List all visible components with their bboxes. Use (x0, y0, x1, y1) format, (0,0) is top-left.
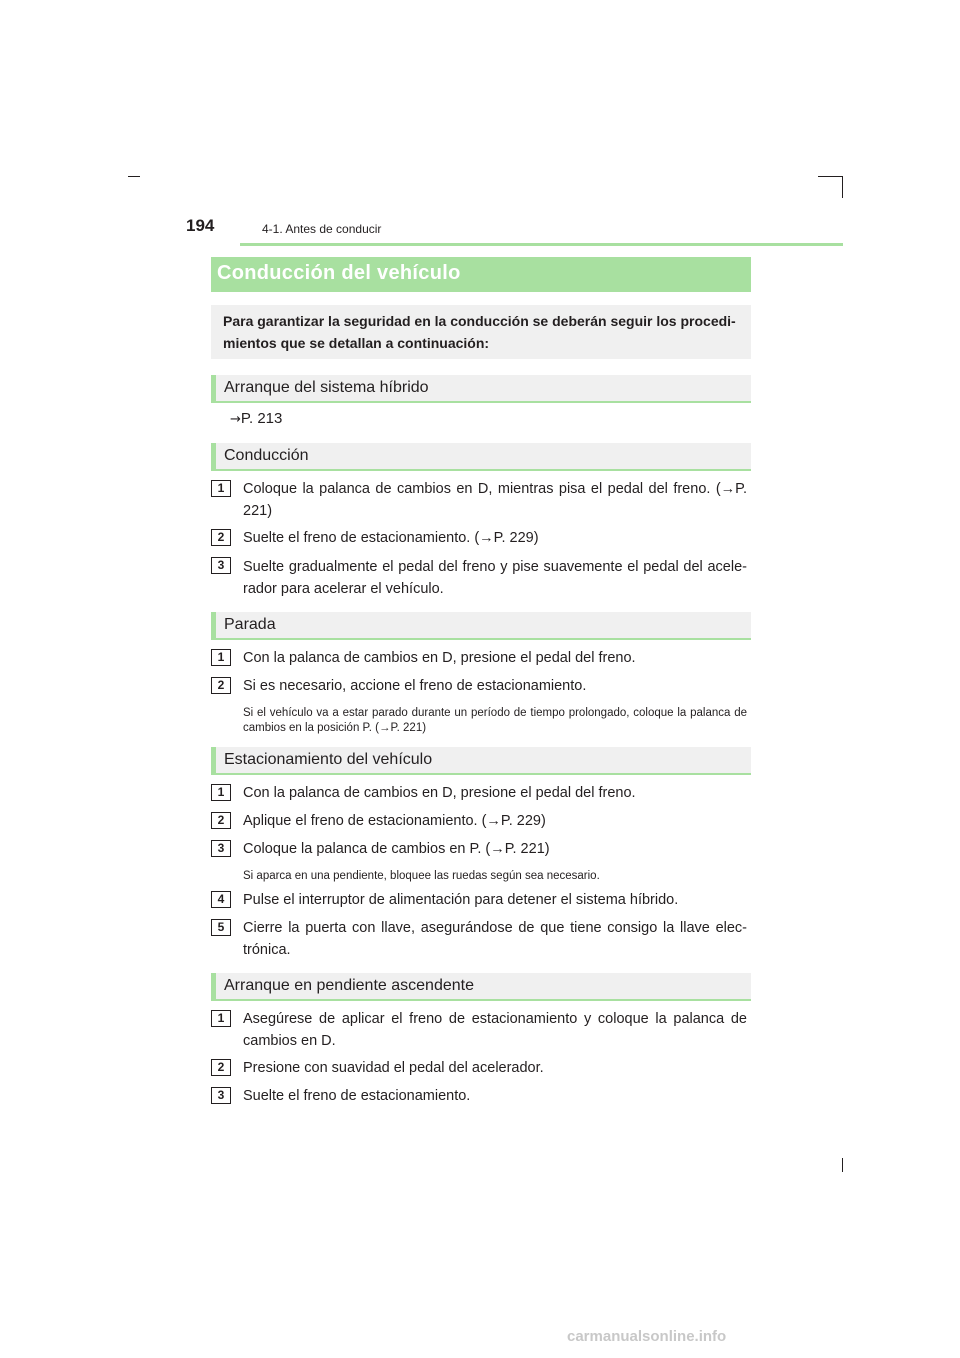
step-text: Coloque la palanca de cambios en D, mientras pisa el pedal del freno. (→P. 221) (243, 481, 747, 519)
crop-mark (842, 1158, 843, 1172)
step-text: Suelte el freno de estacionamiento. (→P. 229) (243, 530, 539, 546)
section-heading-arranque: Arranque del sistema híbrido (211, 375, 751, 403)
reference-link[interactable]: P. 213 (240, 410, 283, 427)
arrow-icon: → (230, 412, 241, 427)
section-heading-estacionamiento: Estacionamiento del vehículo (211, 747, 751, 775)
step-text: Suelte el freno de estacionamiento. (243, 1088, 471, 1104)
step-text: Aplique el freno de estacionamiento. (→P. 229) (243, 813, 546, 829)
step-number: 2 (211, 1059, 231, 1076)
step-number: 2 (211, 529, 231, 546)
watermark: carmanualsonline.info (567, 1328, 727, 1345)
running-header: 4-1. Antes de conducir (262, 222, 382, 236)
crop-mark (842, 176, 843, 198)
crop-mark (128, 176, 140, 177)
step-text: Presione con suavidad el pedal del acelerador. (243, 1060, 544, 1076)
step-text: Pulse el interruptor de alimentación para detener el sistema híbrido. (243, 892, 679, 908)
page-reference (230, 410, 282, 427)
step-number: 1 (211, 480, 231, 497)
crop-mark (818, 176, 842, 177)
page-title: Conducción del vehículo (217, 262, 461, 284)
section-heading-parada: Parada (211, 612, 751, 640)
section-heading-conduccion: Conducción (211, 443, 751, 471)
step-text: Con la palanca de cambios en D, presione el pedal del freno. (243, 785, 636, 801)
note-text: Si el vehículo va a estar parado durante un período de tiempo prolongado, coloque la palanca de cambios en la posición P. (→P. 221) (243, 707, 747, 734)
step-text: Asegúrese de aplicar el freno de estacionamiento y coloque la palanca de cambios en D. (243, 1011, 747, 1049)
step-number: 3 (211, 557, 231, 574)
page-title-bar (211, 257, 751, 292)
step-number: 5 (211, 919, 231, 936)
step-number: 1 (211, 649, 231, 666)
step-number: 2 (211, 677, 231, 694)
step-number: 1 (211, 784, 231, 801)
page-number: 194 (186, 216, 215, 235)
step-text: Con la palanca de cambios en D, presione el pedal del freno. (243, 650, 636, 666)
step-number: 2 (211, 812, 231, 829)
section-heading-pendiente: Arranque en pendiente ascendente (211, 973, 751, 1001)
step-number: 4 (211, 891, 231, 908)
intro-box: Para garantizar la seguridad en la conducción se deberán seguir los procedi- mientos que se detallan a continuación: (211, 305, 751, 359)
note-text: Si aparca en una pendiente, bloquee las ruedas según sea necesario. (243, 870, 600, 882)
header-rule (240, 243, 843, 246)
step-number: 3 (211, 1087, 231, 1104)
step-text: Si es necesario, accione el freno de estacionamiento. (243, 678, 587, 694)
step-text: Suelte gradualmente el pedal del freno y pise suavemente el pedal del acele- rador para acelerar el vehículo. (243, 559, 747, 597)
step-text: Cierre la puerta con llave, asegurándose de que tiene consigo la llave elec- trónica. (243, 920, 747, 958)
step-number: 3 (211, 840, 231, 857)
step-number: 1 (211, 1010, 231, 1027)
step-text: Coloque la palanca de cambios en P. (→P. 221) (243, 841, 550, 857)
